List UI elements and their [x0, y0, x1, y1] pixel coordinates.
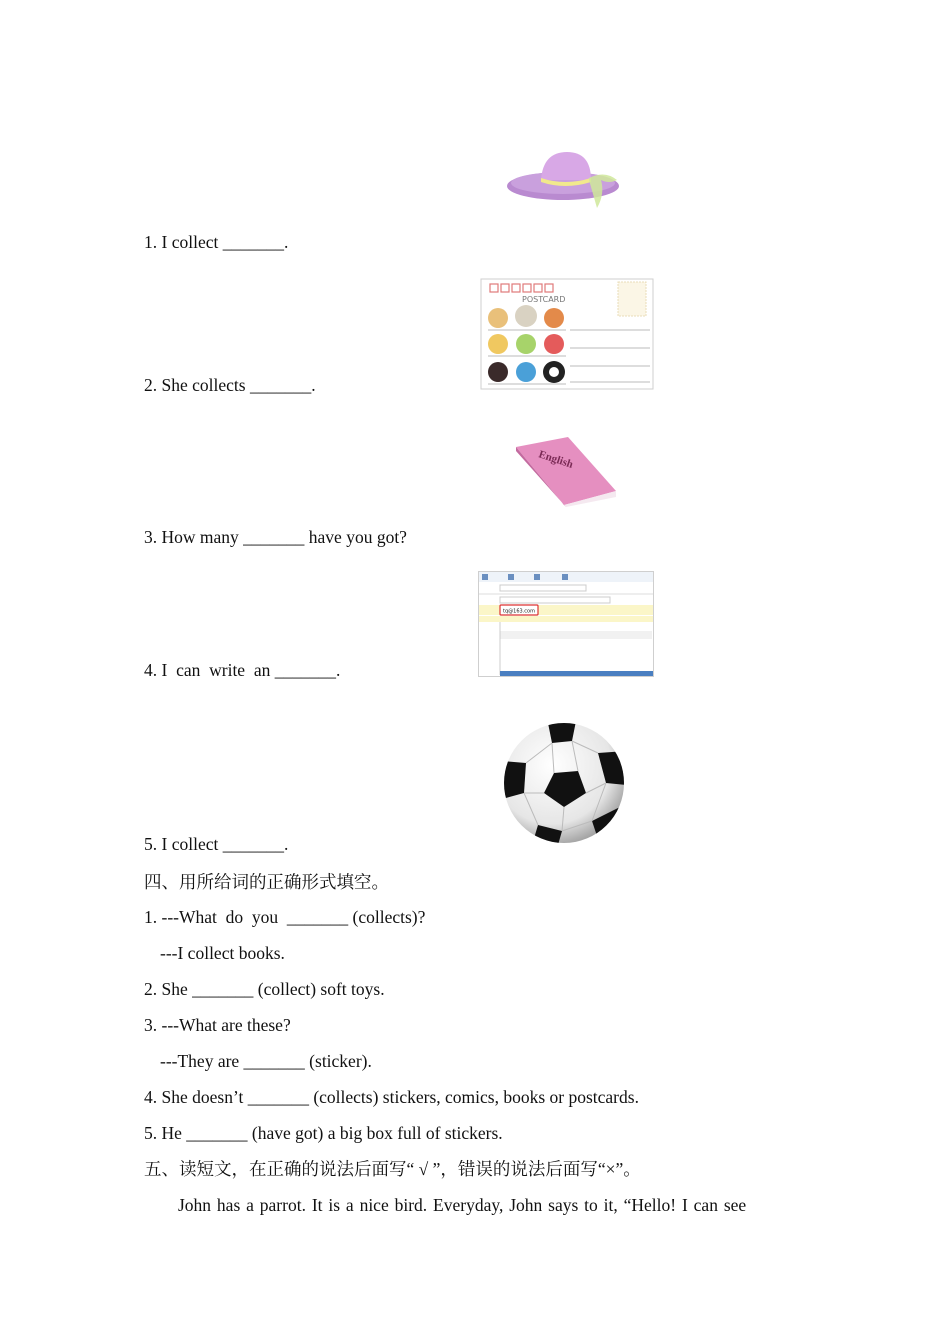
hat-image	[505, 150, 630, 212]
s4-line-5: 5. He _______ (have got) a big box full of stickers.	[144, 1123, 503, 1143]
book-label: English	[537, 448, 575, 471]
s4-line-1-answer: ---I collect books.	[160, 943, 285, 963]
english-book-image	[512, 435, 620, 507]
s4-line-2: 2. She _______ (collect) soft toys.	[144, 979, 385, 999]
s4-line-3-answer: ---They are _______ (sticker).	[160, 1051, 372, 1071]
section-4-heading: 四、用所给词的正确形式填空。	[144, 872, 389, 892]
item-5: 5. I collect _______.	[144, 834, 289, 854]
email-image	[478, 571, 654, 677]
s4-line-3: 3. ---What are these?	[144, 1015, 291, 1035]
section-5-paragraph: John has a parrot. It is a nice bird. Everyday, John says to it, “Hello! I can see	[178, 1195, 747, 1215]
s4-line-1: 1. ---What do you _______ (collects)?	[144, 907, 426, 927]
soccer-ball-image	[502, 721, 626, 845]
email-address: tq@163.com	[503, 608, 535, 615]
item-2: 2. She collects _______.	[144, 375, 316, 395]
item-3: 3. How many _______ have you got?	[144, 527, 407, 547]
item-4: 4. I can write an _______.	[144, 660, 341, 680]
postcard-label: POSTCARD	[522, 295, 566, 304]
section-5-heading: 五、读短文，在正确的说法后面写“ √ ”，错误的说法后面写“×”。	[144, 1159, 641, 1179]
item-1: 1. I collect _______.	[144, 232, 289, 252]
s4-line-4: 4. She doesn’t _______ (collects) stickers, comics, books or postcards.	[144, 1087, 639, 1107]
postcard-image	[480, 278, 654, 390]
